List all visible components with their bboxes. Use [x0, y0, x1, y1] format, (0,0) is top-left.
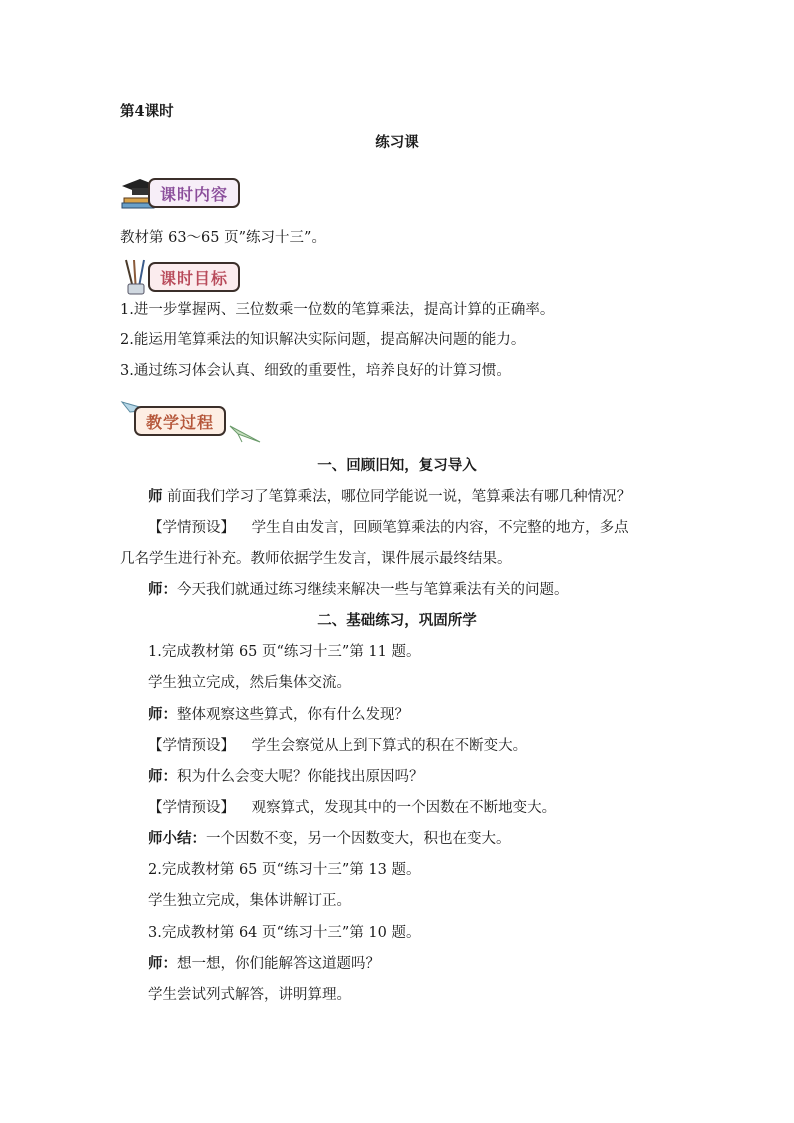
paragraph: 师：今天我们就通过练习继续来解决一些与笔算乘法有关的问题。: [148, 581, 569, 598]
banner-lesson-content: [120, 174, 260, 208]
paragraph: 学生独立完成，集体讲解订正。: [148, 893, 351, 909]
paragraph: 师：积为什么会变大呢？你能找出原因吗？: [148, 768, 424, 785]
exercise-item: 2.完成教材第 65 页“练习十三”第 13 题。: [148, 862, 421, 878]
lesson-title: 练习课: [375, 134, 419, 151]
paragraph: 【学情预设】 学生会察觉从上到下算式的积在不断变大。: [148, 738, 528, 754]
exercise-item: 3.完成教材第 64 页“练习十三”第 10 题。: [148, 925, 421, 941]
speaker-label: 师：: [148, 581, 177, 598]
paragraph: 【学情预设】 观察算式，发现其中的一个因数在不断地变大。: [148, 800, 557, 816]
paragraph-continuation: 几名学生进行补充。教师依据学生发言，课件展示最终结果。: [120, 551, 512, 567]
paragraph: 【学情预设】 学生自由发言，回顾笔算乘法的内容，不完整的地方，多点: [148, 520, 629, 536]
paragraph: 学生独立完成，然后集体交流。: [148, 675, 351, 691]
speaker-label: 师：: [148, 955, 177, 972]
paragraph: 师：想一想，你们能解答这道题吗？: [148, 955, 380, 972]
paragraph: 学生尝试列式解答，讲明算理。: [148, 987, 351, 1003]
banner-lesson-objectives: [120, 258, 260, 292]
lesson-number: 第4课时: [120, 103, 174, 120]
section-heading: 一、回顾旧知，复习导入: [317, 457, 477, 474]
paragraph: 师 前面我们学习了笔算乘法，哪位同学能说一说，笔算乘法有哪几种情况？: [148, 488, 632, 505]
banner-label: 课时内容: [148, 178, 240, 208]
exercise-item: 1.完成教材第 65 页“练习十三”第 11 题。: [148, 644, 421, 660]
speaker-label: 师小结：: [148, 830, 206, 847]
objective-item: 1.进一步掌握两、三位数乘一位数的笔算乘法，提高计算的正确率。: [120, 302, 555, 318]
banner-label: 教学过程: [134, 406, 226, 436]
content-text: 教材第 63～65 页”练习十三”。: [120, 230, 326, 246]
preset-tag: 【学情预设】: [148, 520, 235, 536]
objective-item: 2.能运用笔算乘法的知识解决实际问题，提高解决问题的能力。: [120, 332, 526, 348]
paragraph: 师：整体观察这些算式，你有什么发现？: [148, 706, 409, 723]
paragraph: 师小结：一个因数不变，另一个因数变大，积也在变大。: [148, 830, 511, 847]
preset-tag: 【学情预设】: [148, 800, 235, 816]
banner-teaching-process: [120, 398, 270, 444]
banner-label: 课时目标: [148, 262, 240, 292]
speaker-label: 师: [148, 488, 163, 505]
speaker-label: 师：: [148, 706, 177, 723]
preset-tag: 【学情预设】: [148, 738, 235, 754]
objective-item: 3.通过练习体会认真、细致的重要性，培养良好的计算习惯。: [120, 363, 511, 379]
section-heading: 二、基础练习，巩固所学: [317, 612, 477, 629]
speaker-label: 师：: [148, 768, 177, 785]
